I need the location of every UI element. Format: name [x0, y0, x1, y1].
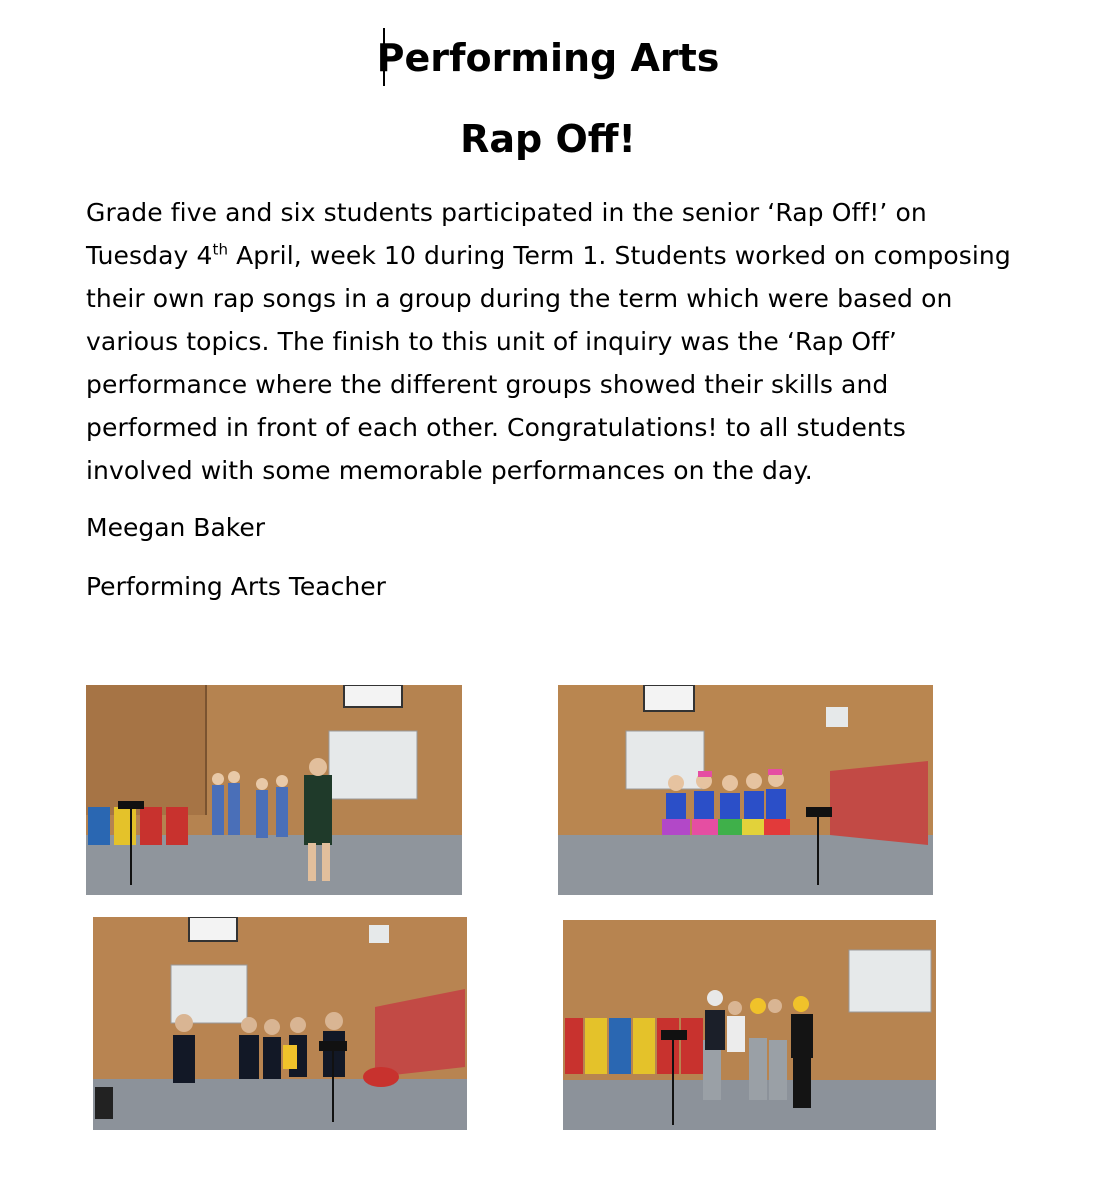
paragraph-text-start: Grade five and six students participated in the senior ‘Rap Off!’ on Tuesday 4 [86, 198, 927, 270]
paragraph-text-end: April, week 10 during Term 1. Students worked on composing their own rap songs in a group during the term which were based on various topics. The finish to this unit of inquiry was the ‘Rap Off’ performance where the different groups showed their skills and performed in front of each other. Congratulations! to all students involved with some memorable performances on the day. [86, 241, 1011, 485]
page-title: Performing Arts [376, 36, 720, 80]
ordinal-suffix: th [212, 240, 229, 259]
article-paragraph [86, 191, 1016, 492]
performance-photo-1 [86, 685, 462, 895]
author-name: Meegan Baker [86, 513, 266, 542]
author-role: Performing Arts Teacher [86, 572, 386, 601]
performance-photo-3 [93, 917, 467, 1130]
performance-photo-4 [563, 920, 936, 1130]
article-subtitle: Rap Off! [460, 117, 636, 161]
performance-photo-2 [558, 685, 933, 895]
